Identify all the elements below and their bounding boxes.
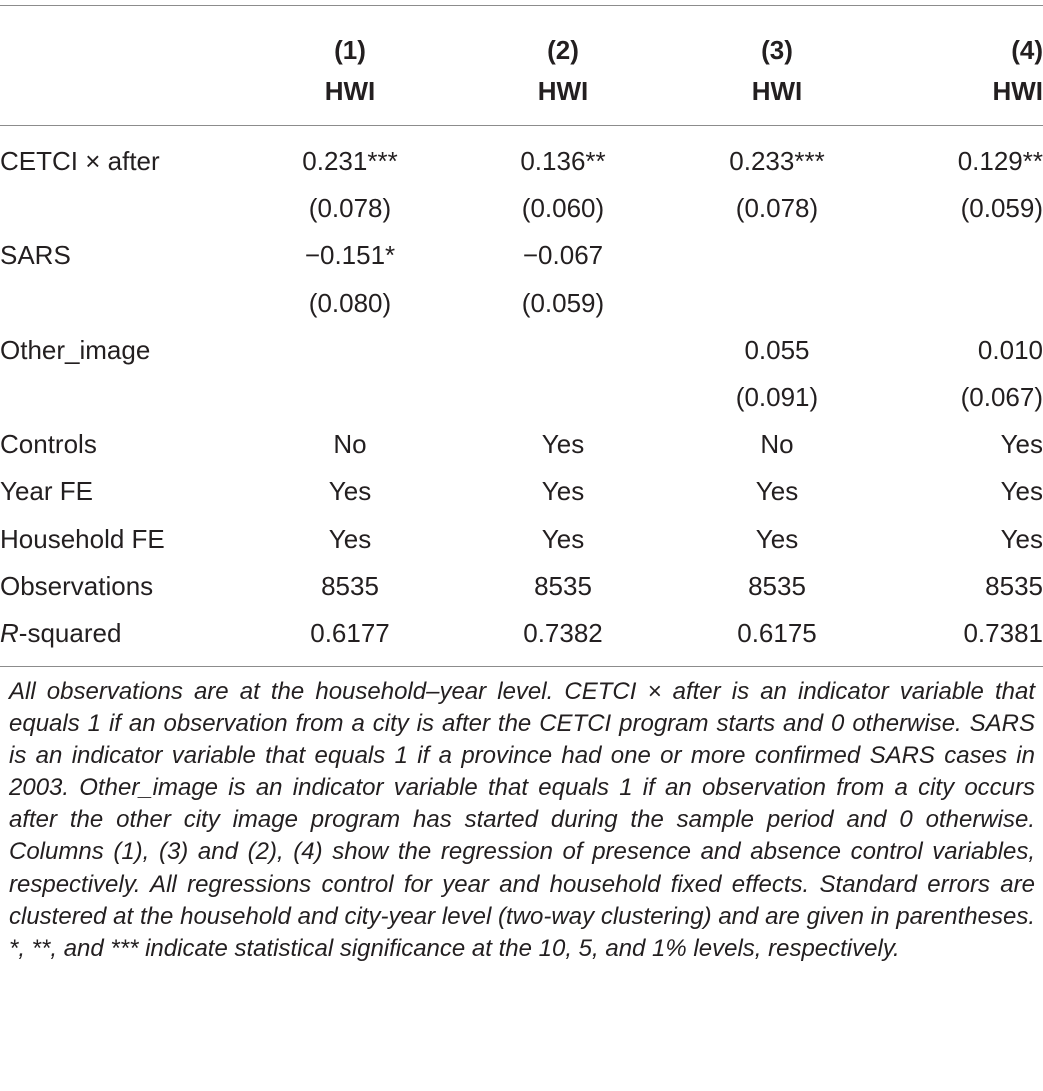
table-cell: No [333, 429, 367, 460]
row-label: CETCI × after [0, 146, 160, 177]
table-cell: 8535 [534, 570, 592, 601]
table-cell: (0.080) [308, 287, 392, 318]
table-footnote: All observations are at the household–year level. CETCI × after is an indicator variable that equals 1 if an observation from a city is after the CETCI program starts and 0 otherwise. SARS is an indicator variable that equals 1 if a province had one or more confirmed SARS cases in 2003. Other_image is an indicator variable that equals 1 if an observation from a city occurs after the other city image program has started during the sample period and 0 otherwise. Columns (1), (3) and (2), (4) show the regression of presence and absence control variables, respectively. All regressions control for year and household fixed effects. Standard errors are clustered at the household and city-year level (two-way clustering) and are given in parentheses. *, **, and *** indicate statistical significance at the 10, 5, and 1% levels, respectively. [9, 678, 1035, 962]
table-cell: 0.129** [957, 146, 1043, 177]
table-cell: 0.6175 [737, 617, 817, 648]
table-cell: 0.6177 [310, 617, 390, 648]
header-stub [0, 0, 245, 72]
table-cell: 0.055 [744, 334, 810, 365]
table-row [0, 610, 1043, 657]
table-cell [455, 374, 671, 421]
table-cell [455, 327, 671, 374]
table-cell: Yes [328, 476, 372, 507]
table-cell: 0.7381 [963, 617, 1043, 648]
table-cell: Yes [1000, 523, 1043, 554]
table-cell: 0.233*** [729, 146, 825, 177]
table-cell: 8535 [321, 570, 379, 601]
table-cell: 8535 [985, 570, 1043, 601]
dependent-variable-4: HWI [992, 76, 1043, 106]
table-cell: 0.7382 [523, 617, 603, 648]
column-number-3: (3) [761, 35, 793, 65]
table-cell [671, 232, 883, 279]
table-cell: Yes [755, 523, 799, 554]
row-label: Household FE [0, 523, 165, 554]
table-cell: 8535 [748, 570, 806, 601]
dependent-variable-3: HWI [751, 76, 803, 106]
table-cell: −0.067 [522, 240, 604, 271]
column-number-2: (2) [547, 35, 579, 65]
table-cell: Yes [1000, 476, 1043, 507]
table-cell: 0.010 [977, 334, 1043, 365]
table-cell: Yes [541, 476, 585, 507]
table-row [0, 468, 1043, 515]
table-cell: (0.091) [735, 382, 819, 413]
table-cell: (0.078) [735, 193, 819, 224]
dependent-variable-2: HWI [537, 76, 589, 106]
table-row [0, 421, 1043, 468]
table-row [0, 516, 1043, 563]
column-number-4: (4) [1011, 35, 1043, 65]
table-cell [245, 374, 455, 421]
table-cell: Yes [1000, 429, 1043, 460]
table-cell: (0.059) [521, 287, 605, 318]
header-stub [0, 72, 245, 126]
table-cell [245, 327, 455, 374]
header-row-dependent-variable [0, 72, 1043, 126]
table-cell: (0.078) [308, 193, 392, 224]
table-row [0, 138, 1043, 185]
table-row [0, 374, 1043, 421]
table-cell: 0.231*** [302, 146, 398, 177]
column-number-1: (1) [334, 35, 366, 65]
header-row-column-numbers [0, 0, 1043, 72]
row-label-r-squared [0, 610, 245, 657]
row-label [0, 280, 245, 327]
table-cell: (0.059) [960, 193, 1043, 224]
table-cell: Yes [755, 476, 799, 507]
table-cell [671, 280, 883, 327]
table-row [0, 232, 1043, 279]
r-squared-italic-letter: R [0, 617, 19, 648]
table-row [0, 563, 1043, 610]
table-row [0, 327, 1043, 374]
row-label: Observations [0, 570, 154, 601]
row-label: Controls [0, 429, 97, 460]
table-cell: Yes [328, 523, 372, 554]
table-cell: (0.067) [960, 382, 1043, 413]
row-label [0, 185, 245, 232]
table-cell: No [760, 429, 794, 460]
table-cell: Yes [541, 523, 585, 554]
table-cell: 0.136** [520, 146, 606, 177]
row-label: SARS [0, 240, 71, 271]
table-cell: (0.060) [521, 193, 605, 224]
table-row [0, 280, 1043, 327]
row-label [0, 374, 245, 421]
table-row [0, 185, 1043, 232]
table-cell [883, 280, 1043, 327]
table-cell: Yes [541, 429, 585, 460]
dependent-variable-1: HWI [324, 76, 376, 106]
table-cell: −0.151* [304, 240, 396, 271]
table-cell [883, 232, 1043, 279]
bottom-rule [0, 666, 1043, 667]
row-label: Other_image [0, 334, 151, 365]
r-squared-label-suffix: -squared [18, 617, 122, 648]
row-label: Year FE [0, 476, 93, 507]
